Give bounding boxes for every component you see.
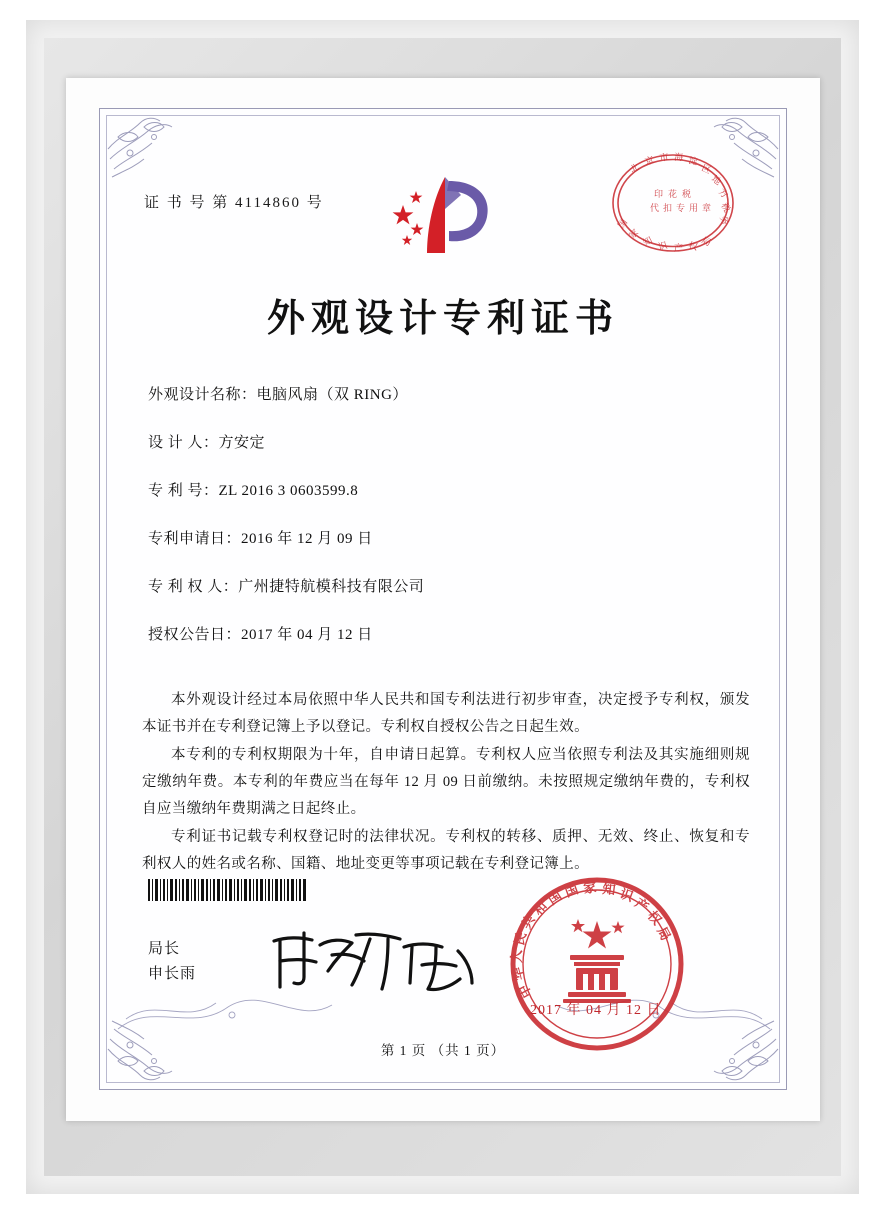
svg-text:家: 家	[627, 227, 641, 242]
svg-text:国: 国	[563, 882, 581, 901]
svg-text:权: 权	[687, 241, 699, 254]
director-label: 局长	[148, 941, 181, 957]
field-value: 2016 年 12 月 09 日	[241, 531, 373, 547]
svg-text:识: 识	[617, 886, 635, 906]
svg-text:知: 知	[601, 882, 617, 899]
svg-text:识: 识	[657, 241, 669, 253]
svg-text:印: 印	[654, 190, 664, 200]
field-value: 电脑风扇（双 RING）	[256, 387, 408, 403]
svg-text:人: 人	[510, 949, 525, 963]
corner-ornament-icon	[104, 113, 196, 185]
sipo-logo-icon	[383, 169, 503, 265]
field-design-name	[148, 385, 746, 406]
paragraph-2: 本专利的专利权期限为十年，自申请日起算。专利权人应当依照专利法及其实施细则规定缴纳年费。本专利的年费应当在每年 12 月 09 日前缴纳。未按照规定缴纳年费的，专利权自应当缴纳年费期满之日起终止。	[142, 747, 750, 817]
patent-certificate	[99, 108, 787, 1090]
svg-text:扣: 扣	[663, 204, 673, 214]
svg-text:税: 税	[718, 201, 732, 215]
director-block	[148, 937, 196, 987]
svg-text:淀: 淀	[687, 156, 699, 168]
director-name: 申长雨	[148, 966, 197, 982]
field-label: 专利申请日：	[148, 531, 242, 547]
field-value: 2017 年 04 月 12 日	[241, 627, 373, 643]
page-title: 外观设计专利证书	[266, 295, 619, 340]
certificate-fields	[148, 385, 746, 673]
svg-text:区: 区	[699, 163, 713, 177]
svg-text:花: 花	[668, 190, 678, 200]
field-value: ZL 2016 3 0603599.8	[218, 483, 359, 499]
tax-stamp-icon	[602, 147, 744, 259]
svg-text:民: 民	[512, 930, 531, 947]
svg-text:家: 家	[582, 880, 598, 897]
svg-text:地: 地	[709, 174, 723, 188]
svg-text:产: 产	[674, 244, 684, 254]
svg-text:产: 产	[631, 895, 651, 916]
certificate-number: 证 书 号 第 4114860 号	[144, 195, 324, 211]
svg-text:权: 权	[644, 908, 664, 929]
svg-text:局: 局	[653, 924, 673, 944]
svg-text:和: 和	[530, 898, 551, 919]
field-patentee	[148, 577, 746, 598]
svg-text:税: 税	[682, 190, 692, 200]
field-label: 专 利 号：	[148, 483, 219, 499]
paragraph-1: 本外观设计经过本局依照中华人民共和国专利法进行初步审查，决定授予专利权，颁发本证书并在专利登记簿上予以登记。专利权自授权公告之日起生效。	[142, 692, 750, 735]
svg-text:局: 局	[699, 235, 713, 249]
field-application-date	[148, 529, 746, 550]
seal-date: 2017 年 04 月 12 日	[530, 1003, 662, 1018]
svg-text:代: 代	[650, 204, 660, 214]
handwritten-signature	[260, 921, 490, 997]
svg-text:市: 市	[659, 152, 670, 164]
field-label: 授权公告日：	[148, 627, 242, 643]
svg-text:国: 国	[616, 217, 630, 231]
field-value: 方安定	[218, 435, 266, 451]
svg-text:华: 华	[510, 965, 528, 982]
field-patent-number	[148, 481, 746, 502]
svg-text:用: 用	[689, 204, 699, 214]
page-indicator: 第 1 页 （共 1 页）	[380, 1043, 506, 1058]
svg-text:务: 务	[717, 214, 730, 227]
svg-text:章: 章	[702, 204, 712, 214]
field-designer	[148, 433, 746, 454]
svg-text:中: 中	[516, 981, 536, 1001]
svg-text:知: 知	[641, 235, 655, 249]
svg-text:方: 方	[715, 187, 730, 201]
field-label: 设 计 人：	[148, 435, 219, 451]
svg-text:北: 北	[628, 162, 642, 176]
svg-text:京: 京	[643, 155, 656, 168]
legal-text	[142, 687, 750, 879]
svg-text:专: 专	[676, 204, 686, 214]
field-label: 专 利 权 人：	[148, 579, 239, 595]
paragraph-3: 专利证书记载专利权登记时的法律状况。专利权的转移、质押、无效、终止、恢复和专利权人的姓名或名称、国籍、地址变更等事项记载在专利登记簿上。	[142, 829, 750, 872]
official-round-seal	[508, 875, 686, 1053]
field-value: 广州捷特航模科技有限公司	[238, 579, 425, 595]
svg-text:海: 海	[673, 153, 684, 164]
field-grant-date	[148, 625, 746, 646]
barcode	[148, 879, 308, 901]
svg-text:共: 共	[519, 913, 539, 932]
svg-text:国: 国	[545, 888, 566, 909]
field-label: 外观设计名称：	[148, 387, 257, 403]
